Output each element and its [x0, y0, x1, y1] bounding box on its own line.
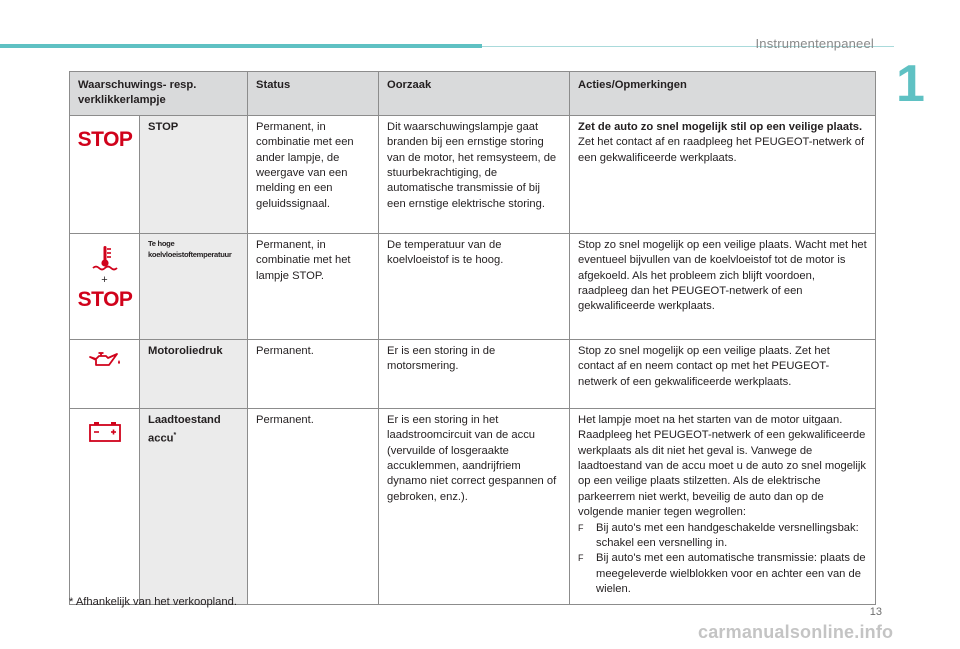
status-cell: Permanent, in combinatie met een ander lampje, de weergave van een melding en een geluidssignaal.	[248, 115, 379, 233]
status-cell: Permanent.	[248, 339, 379, 408]
actions-cell	[570, 408, 876, 604]
stop-icon	[77, 286, 132, 311]
icon-cell	[70, 339, 140, 408]
section-title: Instrumentenpaneel	[755, 36, 874, 51]
indicator-name: Motoroliedruk	[140, 339, 248, 408]
stop-icon-text: STOP	[77, 287, 132, 311]
actions-bold-text: Zet de auto zo snel mogelijk stil op een veilige plaats.	[578, 120, 863, 133]
actions-cell	[570, 115, 876, 233]
indicator-name	[140, 233, 248, 339]
actions-text: Zet het contact af en raadpleeg het PEUGEOT-netwerk of een gekwalificeerde werkplaats.	[578, 136, 865, 164]
column-header-actions: Acties/Opmerkingen	[570, 72, 876, 116]
coolant-temperature-icon	[90, 244, 120, 274]
actions-cell: Stop zo snel mogelijk op een veilige plaats. Wacht met het eventueel bijvullen van de koelvloeistof tot de motor is afgekoeld. Als het probleem zich blijft voordoen, raadpleeg dan het PEUGEOT-netwerk of een gekwalificeerde werkplaats.	[570, 233, 876, 339]
status-cell: Permanent.	[248, 408, 379, 604]
cause-cell: Er is een storing in de motorsmering.	[379, 339, 570, 408]
cause-cell: De temperatuur van de koelvloeistof is te hoog.	[379, 233, 570, 339]
bullet-arrow-icon: F	[578, 522, 584, 533]
column-header-cause: Oorzaak	[379, 72, 570, 116]
list-item-text: Bij auto's met een automatische transmissie: plaats de meegeleverde wielblokken voor en achter een van de wielen.	[596, 552, 866, 596]
battery-icon	[87, 419, 123, 443]
watermark: carmanualsonline.info	[698, 622, 894, 642]
plus-sign: +	[101, 273, 108, 286]
bullet-arrow-icon: F	[578, 553, 584, 564]
indicator-name-text: Laadtoestand accu	[148, 413, 221, 445]
stop-icon	[77, 126, 132, 151]
status-cell: Permanent, in combinatie met het lampje STOP.	[248, 233, 379, 339]
indicator-name: STOP	[140, 115, 248, 233]
header-accent-bar	[0, 44, 482, 48]
table-row	[70, 339, 876, 408]
page-number: 13	[869, 606, 882, 618]
icon-cell	[70, 233, 140, 339]
cause-cell: Er is een storing in het laadstroomcircuit van de accu (vervuilde of losgeraakte accuklemmen, aandrijfriem dynamo niet correct gespannen of gebroken, enz.).	[379, 408, 570, 604]
list-item	[578, 521, 867, 552]
list-item-text: Bij auto's met een handgeschakelde versnellingsbak: schakel een versnelling in.	[596, 521, 859, 550]
column-header-indicator: Waarschuwings- resp. verklikkerlampje	[70, 72, 248, 116]
chapter-number: 1	[896, 55, 925, 113]
oil-pressure-icon	[86, 350, 124, 370]
list-item	[578, 551, 867, 597]
footnote-marker: *	[173, 432, 177, 440]
actions-text: Het lampje moet na het starten van de motor uitgaan. Raadpleeg het PEUGEOT-netwerk of een gekwalificeerde werkplaats als dit niet het geval is. Vanwege de laadtoestand van de accu moet u de auto zo snel mogelijk op een veilige plaats stilzetten. Als de elektrische parkeerrem niet werkt, beveilig de auto dan op de volgende manier tegen wegrollen:	[578, 413, 866, 519]
icon-cell	[70, 408, 140, 604]
icon-cell	[70, 115, 140, 233]
indicator-name	[140, 408, 248, 604]
table-header-row	[70, 72, 876, 116]
cause-cell: Dit waarschuwingslampje gaat branden bij een ernstige storing van de motor, het remsysteem, de stuurbekrachtiging, de automatische transmissie of bij een ernstige elektrische storing.	[379, 115, 570, 233]
actions-cell: Stop zo snel mogelijk op een veilige plaats. Zet het contact af en neem contact op met het PEUGEOT-netwerk of een gekwalificeerde werkplaats.	[570, 339, 876, 408]
warning-lights-table	[69, 71, 876, 605]
table-row	[70, 233, 876, 339]
column-header-status: Status	[248, 72, 379, 116]
indicator-name-text: Te hoge koelvloeistoftemperatuur	[148, 238, 232, 259]
table-row	[70, 115, 876, 233]
table-row	[70, 408, 876, 604]
footnote: * Afhankelijk van het verkoopland.	[69, 596, 237, 608]
stop-icon-text: STOP	[77, 127, 132, 151]
